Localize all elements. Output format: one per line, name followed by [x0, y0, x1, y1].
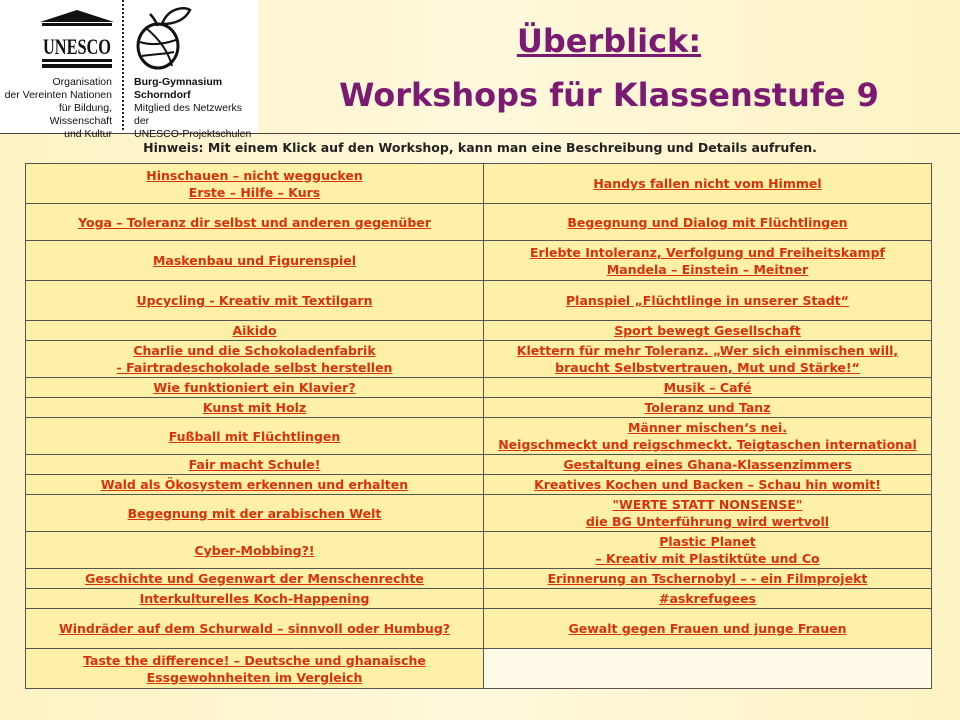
workshop-link[interactable]: Charlie und die Schokoladenfabrik — [133, 343, 376, 358]
workshop-link[interactable]: Klettern für mehr Toleranz. „Wer sich einmischen will, — [516, 343, 899, 358]
workshop-cell-right — [484, 589, 932, 609]
school-text — [134, 76, 258, 141]
workshop-cell-left — [26, 609, 484, 649]
workshop-cell-left — [26, 281, 484, 321]
table-row — [26, 418, 932, 455]
table-row — [26, 398, 932, 418]
table-row — [26, 341, 932, 378]
table-row — [26, 204, 932, 241]
table-row — [26, 495, 932, 532]
workshop-link[interactable]: Erste – Hilfe – Kurs — [188, 184, 321, 200]
workshop-link[interactable]: Yoga – Toleranz dir selbst und anderen gegenüber — [78, 214, 431, 230]
workshop-link[interactable]: Taste the difference! – Deutsche und ghanaische — [83, 652, 426, 668]
unesco-line: und Kultur — [64, 128, 112, 140]
network-line: Mitglied des Netzwerks der — [134, 102, 242, 127]
workshop-cell-right — [484, 455, 932, 475]
workshop-link[interactable]: die BG Unterführung wird wertvoll — [585, 514, 830, 529]
workshop-cell-left — [26, 475, 484, 495]
table-row — [26, 589, 932, 609]
workshop-link[interactable]: Planspiel „Flüchtlinge in unserer Stadt“ — [566, 293, 849, 308]
unesco-letters: UNESCO — [43, 34, 111, 59]
workshop-link[interactable]: Aikido — [232, 323, 277, 338]
workshop-link[interactable]: Interkulturelles Koch-Happening — [139, 591, 370, 606]
workshop-cell-left — [26, 569, 484, 589]
workshop-link[interactable]: braucht Selbstvertrauen, Mut und Stärke!“ — [555, 360, 860, 375]
workshop-link[interactable]: Upcycling - Kreativ mit Textilgarn — [136, 293, 373, 308]
table-row — [26, 455, 932, 475]
workshop-cell-right — [484, 164, 932, 204]
hint-text: Hinweis: Mit einem Klick auf den Workshop, kann man eine Beschreibung und Details aufrufen. — [143, 140, 817, 155]
workshop-table — [25, 163, 932, 689]
table-row — [26, 321, 932, 341]
logo-block — [0, 0, 258, 140]
table-row — [26, 532, 932, 569]
workshop-cell-right — [484, 321, 932, 341]
workshop-link[interactable]: Gestaltung eines Ghana-Klassenzimmers — [563, 457, 852, 472]
workshop-cell-left — [26, 495, 484, 532]
school-city: Schorndorf — [134, 89, 191, 101]
workshop-cell-left — [26, 341, 484, 378]
table-row — [26, 475, 932, 495]
workshop-link[interactable]: Neigschmeckt und reigschmeckt. Teigtaschen international — [498, 437, 917, 452]
workshop-link[interactable]: Cyber-Mobbing?! — [194, 542, 315, 558]
workshop-cell-right — [484, 495, 932, 532]
workshop-link[interactable]: Musik – Café — [663, 380, 752, 395]
workshop-cell-left — [26, 455, 484, 475]
workshop-link[interactable]: Begegnung und Dialog mit Flüchtlingen — [567, 214, 848, 230]
table-row — [26, 281, 932, 321]
workshop-link[interactable]: Erinnerung an Tschernobyl – - ein Filmprojekt — [547, 571, 868, 586]
workshop-link[interactable]: Männer mischen‘s nei. — [627, 420, 788, 435]
workshop-link[interactable]: – Kreativ mit Plastiktüte und Co — [595, 551, 820, 566]
unesco-line: Organisation — [52, 76, 112, 88]
workshop-cell-right — [484, 532, 932, 569]
workshop-cell-left — [26, 164, 484, 204]
workshop-cell-left — [26, 241, 484, 281]
workshop-link[interactable]: Essgewohnheiten im Vergleich — [146, 669, 363, 685]
workshop-cell-left — [26, 418, 484, 455]
workshop-cell-right — [484, 341, 932, 378]
workshop-link[interactable]: Maskenbau und Figurenspiel — [152, 253, 357, 268]
header — [0, 0, 960, 140]
page-title: Überblick: — [516, 22, 702, 60]
workshop-link[interactable]: Sport bewegt Gesellschaft — [614, 323, 801, 338]
unesco-line: für Bildung, Wissenschaft — [49, 102, 112, 127]
network-line: UNESCO-Projektschulen — [134, 128, 252, 140]
workshop-cell-right — [484, 378, 932, 398]
workshop-cell-right — [484, 281, 932, 321]
workshop-link[interactable]: Fußball mit Flüchtlingen — [168, 428, 341, 444]
school-emblem-icon — [128, 4, 198, 74]
unesco-line: der Vereinten Nationen — [4, 89, 112, 101]
workshop-link[interactable]: #askrefugees — [659, 591, 756, 606]
table-row — [26, 569, 932, 589]
unesco-org-text — [0, 76, 112, 141]
workshop-link[interactable]: Kunst mit Holz — [202, 400, 307, 415]
workshop-link[interactable]: Erlebte Intoleranz, Verfolgung und Freiheitskampf — [530, 244, 885, 260]
workshop-link[interactable]: Plastic Planet — [659, 534, 756, 549]
table-row — [26, 241, 932, 281]
unesco-temple-logo — [38, 8, 116, 70]
workshop-link[interactable]: - Fairtradeschokolade selbst herstellen — [116, 360, 393, 375]
workshop-link[interactable]: Toleranz und Tanz — [644, 400, 771, 415]
workshop-link[interactable]: Geschichte und Gegenwart der Menschenrechte — [85, 571, 424, 586]
workshop-cell-right — [484, 241, 932, 281]
workshop-link[interactable]: Windräder auf dem Schurwald – sinnvoll oder Humbug? — [58, 621, 451, 636]
workshop-cell-left — [26, 378, 484, 398]
table-row — [26, 164, 932, 204]
workshop-cell-right — [484, 204, 932, 241]
workshop-cell-right — [484, 609, 932, 649]
workshop-cell-left — [26, 649, 484, 689]
workshop-link[interactable]: Fair macht Schule! — [188, 457, 321, 472]
workshop-cell-right — [484, 398, 932, 418]
workshop-cell-right — [484, 569, 932, 589]
workshop-cell-left — [26, 532, 484, 569]
workshop-cell-right — [484, 475, 932, 495]
workshop-link[interactable]: Gewalt gegen Frauen und junge Frauen — [568, 621, 847, 636]
workshop-cell-left — [26, 398, 484, 418]
workshop-cell-right — [484, 649, 932, 689]
workshop-cell-left — [26, 321, 484, 341]
workshop-link[interactable]: Kreatives Kochen und Backen – Schau hin womit! — [534, 477, 881, 492]
workshop-link[interactable]: Hinschauen – nicht weggucken — [146, 167, 363, 183]
workshop-link[interactable]: "WERTE STATT NONSENSE" — [612, 497, 803, 512]
logo-divider — [122, 0, 124, 130]
workshop-cell-right — [484, 418, 932, 455]
workshop-link[interactable]: Begegnung mit der arabischen Welt — [127, 505, 382, 521]
table-row — [26, 649, 932, 689]
workshop-link[interactable]: Wald als Ökosystem erkennen und erhalten — [100, 477, 409, 492]
table-row — [26, 378, 932, 398]
workshop-cell-left — [26, 589, 484, 609]
workshop-link[interactable]: Handys fallen nicht vom Himmel — [593, 176, 822, 191]
workshop-cell-left — [26, 204, 484, 241]
page-subtitle: Workshops für Klassenstufe 9 — [339, 76, 879, 114]
workshop-link[interactable]: Mandela – Einstein – Meitner — [606, 261, 809, 277]
table-row — [26, 609, 932, 649]
workshop-link[interactable]: Wie funktioniert ein Klavier? — [153, 380, 356, 395]
school-name: Burg-Gymnasium — [134, 76, 223, 88]
